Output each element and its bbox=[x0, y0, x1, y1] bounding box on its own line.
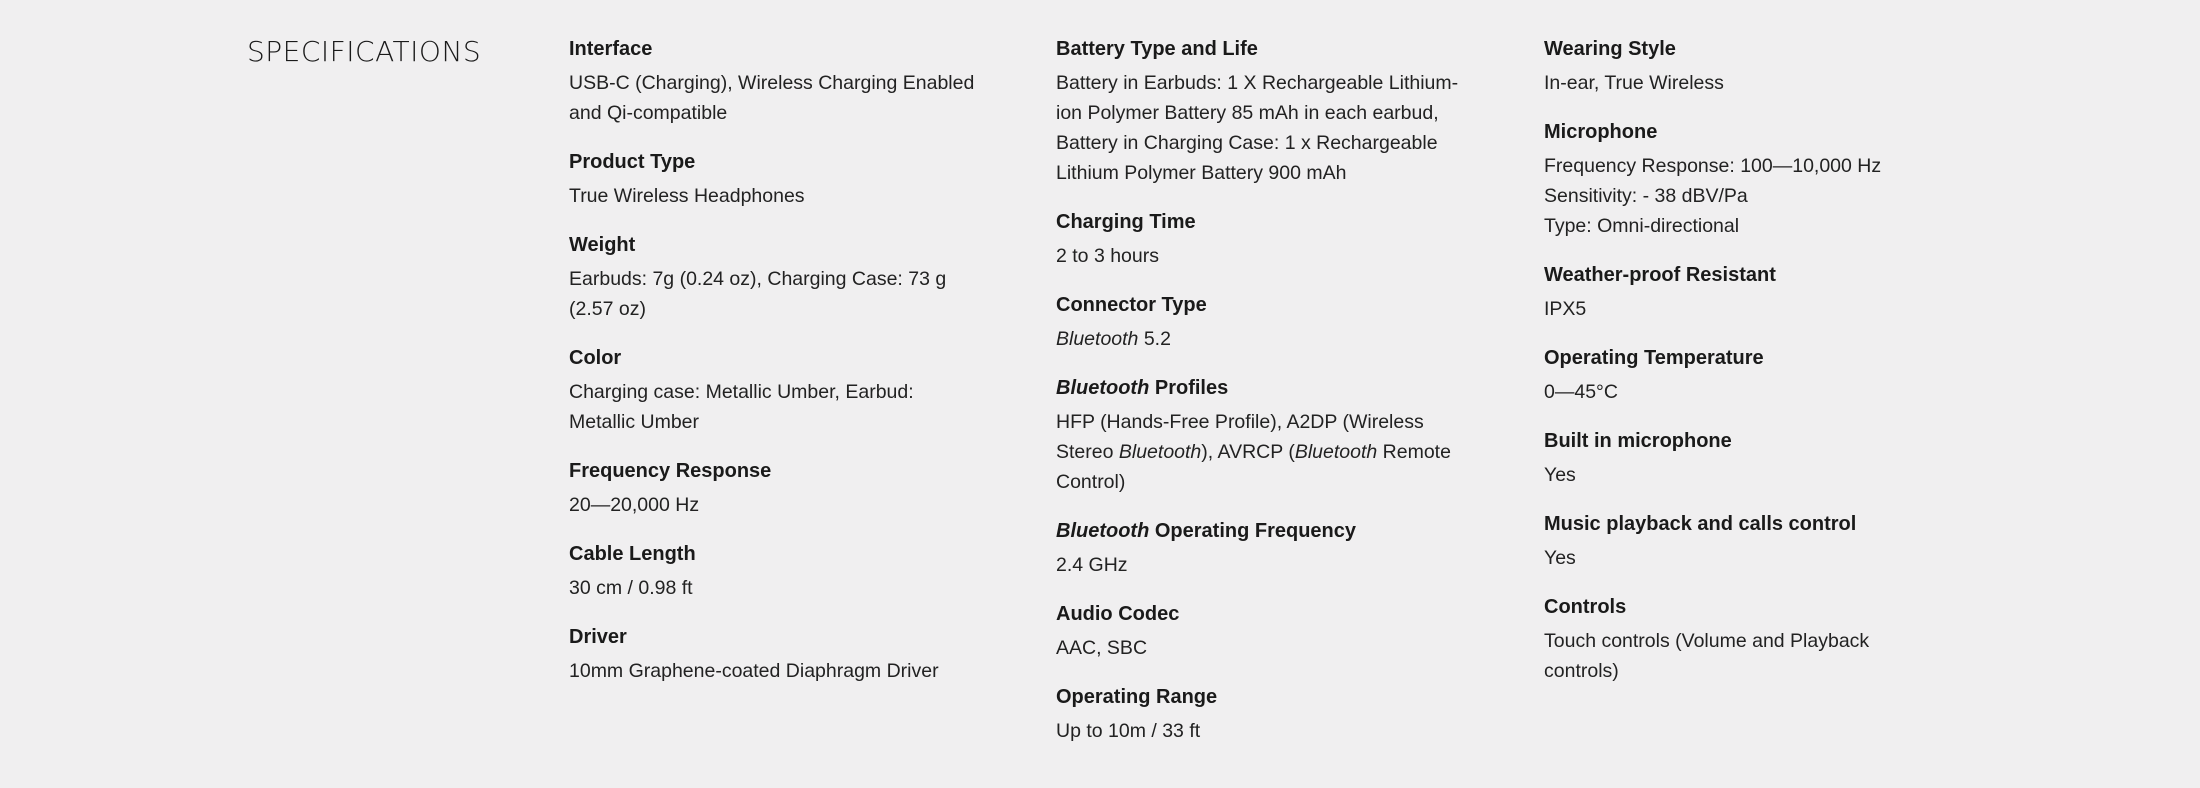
spec-label: Connector Type bbox=[1056, 294, 1207, 316]
spec-label: Bluetooth Operating Frequency bbox=[1056, 520, 1357, 542]
spec-label: Weather-proof Resistant bbox=[1544, 264, 1776, 286]
spec-label: Controls bbox=[1544, 596, 1627, 618]
spec-value bbox=[569, 573, 989, 603]
spec-label: Product Type bbox=[569, 151, 696, 173]
spec-item-bluetooth-profiles bbox=[1056, 373, 1476, 497]
spec-value-line: 20—20,000 Hz bbox=[569, 494, 700, 516]
spec-item-music-playback-and-calls-control bbox=[1544, 509, 1964, 573]
spec-value-line: Type: Omni-directional bbox=[1544, 215, 1740, 237]
spec-label: Microphone bbox=[1544, 121, 1658, 143]
spec-value-line: Frequency Response: 100—10,000 Hz bbox=[1544, 155, 1882, 177]
spec-label: Weight bbox=[569, 234, 636, 256]
spec-value bbox=[1056, 550, 1476, 580]
spec-label: Charging Time bbox=[1056, 211, 1196, 233]
spec-value-line: Metallic Umber bbox=[569, 411, 700, 433]
spec-value-line: Up to 10m / 33 ft bbox=[1056, 720, 1201, 742]
spec-column-1 bbox=[569, 34, 989, 705]
brand-term: Bluetooth bbox=[1056, 377, 1150, 399]
spec-value bbox=[569, 68, 989, 128]
spec-value-line: Yes bbox=[1544, 464, 1576, 486]
spec-value-line: Stereo Bluetooth), AVRCP (Bluetooth Remote bbox=[1056, 441, 1451, 463]
spec-value bbox=[569, 377, 989, 437]
spec-value bbox=[1056, 407, 1476, 497]
spec-value bbox=[569, 181, 989, 211]
spec-item-operating-temperature bbox=[1544, 343, 1964, 407]
spec-value-line: Sensitivity: - 38 dBV/Pa bbox=[1544, 185, 1748, 207]
spec-item-battery-type-and-life bbox=[1056, 34, 1476, 188]
spec-label: Audio Codec bbox=[1056, 603, 1180, 625]
spec-value-line: Earbuds: 7g (0.24 oz), Charging Case: 73 g bbox=[569, 268, 947, 290]
spec-label: Music playback and calls control bbox=[1544, 513, 1857, 535]
spec-item-connector-type bbox=[1056, 290, 1476, 354]
spec-item-driver bbox=[569, 622, 989, 686]
spec-value-line: controls) bbox=[1544, 660, 1619, 682]
spec-value bbox=[1056, 68, 1476, 188]
spec-value bbox=[1544, 377, 1964, 407]
brand-term: Bluetooth bbox=[1294, 441, 1378, 463]
spec-value-line: 2.4 GHz bbox=[1056, 554, 1128, 576]
spec-value-line: True Wireless Headphones bbox=[569, 185, 805, 207]
brand-term: Bluetooth bbox=[1056, 520, 1150, 542]
spec-item-microphone bbox=[1544, 117, 1964, 241]
spec-label: Frequency Response bbox=[569, 460, 772, 482]
spec-item-controls bbox=[1544, 592, 1964, 686]
spec-column-3 bbox=[1544, 34, 1964, 705]
spec-value bbox=[1056, 241, 1476, 271]
spec-value bbox=[569, 656, 989, 686]
spec-value bbox=[1544, 543, 1964, 573]
spec-value-line: (2.57 oz) bbox=[569, 298, 646, 320]
brand-term: Bluetooth bbox=[1056, 328, 1139, 350]
spec-value-line: USB-C (Charging), Wireless Charging Enabled bbox=[569, 72, 975, 94]
section-title: SPECIFICATIONS bbox=[247, 35, 482, 68]
spec-label: Bluetooth Profiles bbox=[1056, 377, 1229, 399]
spec-item-color bbox=[569, 343, 989, 437]
spec-value-line: AAC, SBC bbox=[1056, 637, 1148, 659]
spec-item-bluetooth-operating-frequency bbox=[1056, 516, 1476, 580]
spec-value-line: ion Polymer Battery 85 mAh in each earbud, bbox=[1056, 102, 1439, 124]
spec-value bbox=[1544, 460, 1964, 490]
spec-item-audio-codec bbox=[1056, 599, 1476, 663]
spec-label: Cable Length bbox=[569, 543, 696, 565]
spec-value-line: Battery in Earbuds: 1 X Rechargeable Lithium- bbox=[1056, 72, 1459, 94]
spec-value bbox=[1056, 324, 1476, 354]
spec-item-built-in-microphone bbox=[1544, 426, 1964, 490]
brand-term: Bluetooth bbox=[1118, 441, 1202, 463]
spec-value-line: and Qi-compatible bbox=[569, 102, 728, 124]
spec-value-line: 10mm Graphene-coated Diaphragm Driver bbox=[569, 660, 939, 682]
spec-value-line: Yes bbox=[1544, 547, 1576, 569]
spec-item-operating-range bbox=[1056, 682, 1476, 746]
spec-item-charging-time bbox=[1056, 207, 1476, 271]
spec-value-line: Charging case: Metallic Umber, Earbud: bbox=[569, 381, 914, 403]
spec-label: Interface bbox=[569, 38, 653, 60]
spec-label: Battery Type and Life bbox=[1056, 38, 1258, 60]
spec-item-weather-proof-resistant bbox=[1544, 260, 1964, 324]
spec-value bbox=[1544, 68, 1964, 98]
spec-label: Driver bbox=[569, 626, 627, 648]
spec-item-wearing-style bbox=[1544, 34, 1964, 98]
spec-value bbox=[1056, 716, 1476, 746]
spec-value-line: Bluetooth 5.2 bbox=[1056, 328, 1171, 350]
spec-value-line: Lithium Polymer Battery 900 mAh bbox=[1056, 162, 1347, 184]
spec-value-line: In-ear, True Wireless bbox=[1544, 72, 1724, 94]
spec-value bbox=[1544, 626, 1964, 686]
spec-item-frequency-response bbox=[569, 456, 989, 520]
spec-value bbox=[1544, 151, 1964, 241]
spec-item-interface bbox=[569, 34, 989, 128]
spec-item-weight bbox=[569, 230, 989, 324]
spec-label: Operating Temperature bbox=[1544, 347, 1764, 369]
spec-value-line: Touch controls (Volume and Playback bbox=[1544, 630, 1870, 652]
spec-value-line: 2 to 3 hours bbox=[1056, 245, 1159, 267]
spec-value-line: Control) bbox=[1056, 471, 1126, 493]
spec-value-line: 30 cm / 0.98 ft bbox=[569, 577, 693, 599]
spec-value-line: HFP (Hands-Free Profile), A2DP (Wireless bbox=[1056, 411, 1424, 433]
spec-item-product-type bbox=[569, 147, 989, 211]
spec-label: Built in microphone bbox=[1544, 430, 1732, 452]
spec-value-line: 0—45°C bbox=[1544, 381, 1618, 403]
spec-value bbox=[1056, 633, 1476, 663]
spec-item-cable-length bbox=[569, 539, 989, 603]
spec-label: Wearing Style bbox=[1544, 38, 1676, 60]
spec-column-2 bbox=[1056, 34, 1476, 765]
spec-value-line: Battery in Charging Case: 1 x Rechargeable bbox=[1056, 132, 1438, 154]
spec-value bbox=[1544, 294, 1964, 324]
spec-label: Color bbox=[569, 347, 622, 369]
spec-value bbox=[569, 264, 989, 324]
spec-value-line: IPX5 bbox=[1544, 298, 1587, 320]
spec-value bbox=[569, 490, 989, 520]
spec-label: Operating Range bbox=[1056, 686, 1218, 708]
